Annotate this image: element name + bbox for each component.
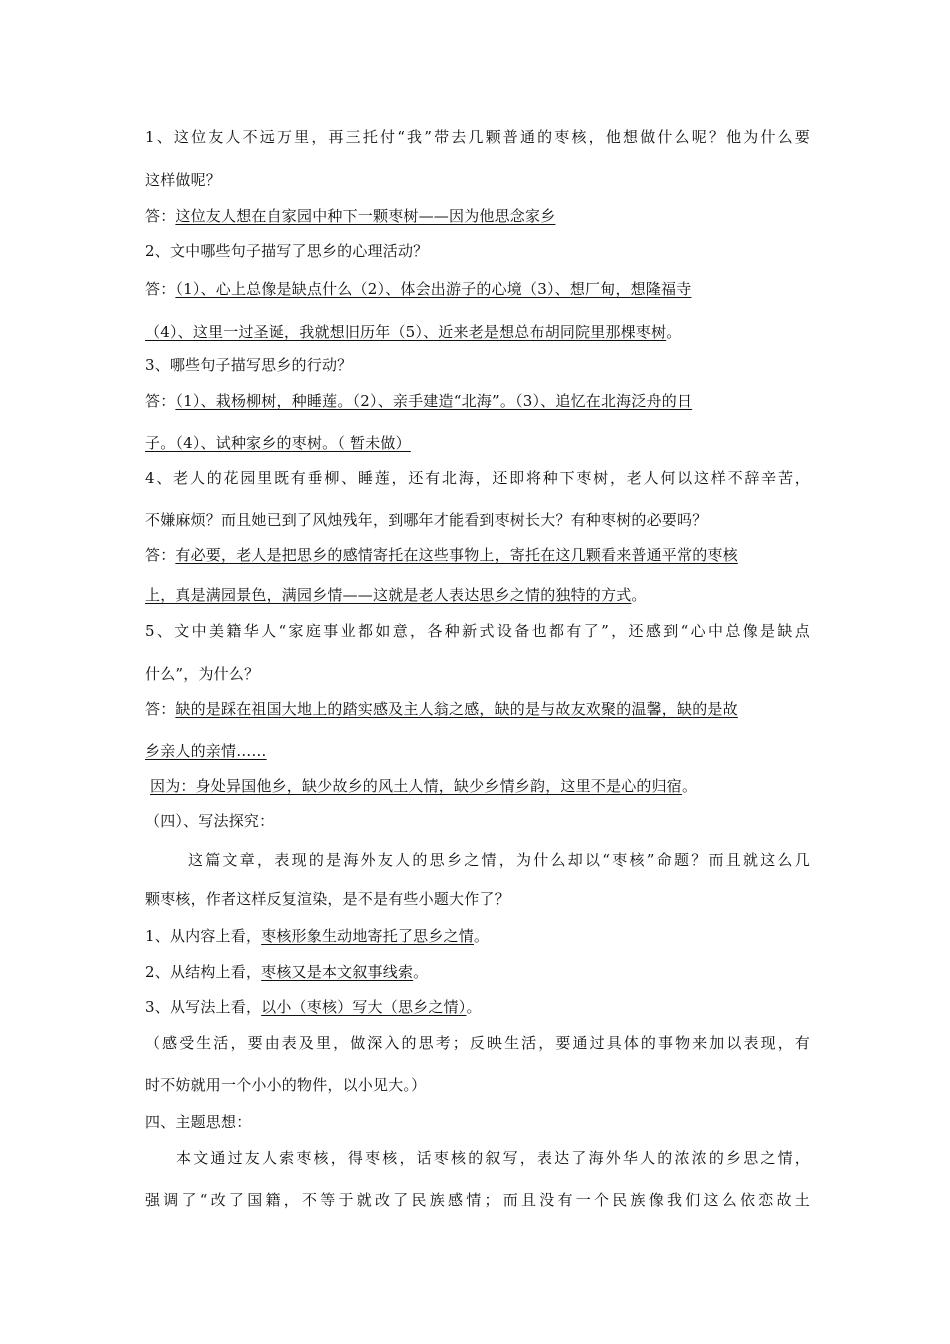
section-heading-theme: 四、主题思想： — [145, 1113, 252, 1131]
q4-answer-text-2: 上，真是满园景色，满园乡情——这就是老人表达思乡之情的独特的方式 — [145, 586, 632, 604]
q4-line-2: 不嫌麻烦？而且她已到了风烛残年，到哪年才能看到枣树长大？有种枣树的必要吗？ — [145, 511, 708, 529]
writing-item-1-text: 枣核形象生动地寄托了思乡之情 — [261, 927, 474, 945]
writing-item-1 — [145, 926, 810, 946]
q1-answer — [145, 206, 810, 226]
section-heading-writing: （四）、写法探究： — [145, 812, 275, 830]
writing-item-2-text: 枣核又是本文叙事线索 — [261, 963, 414, 981]
answer-prefix: 答： — [145, 207, 176, 225]
q5-answer-line-2 — [145, 741, 810, 761]
q2-answer-text-2: （4）、这里一过圣诞，我就想旧历年（5）、近来老是想总布胡同院里那棵枣树 — [145, 323, 667, 341]
item-end: 。 — [413, 963, 429, 981]
q1-line-1: 1、这位友人不远万里，再三托付“我”带去几颗普通的枣核，他想做什么呢？他为什么要 — [145, 128, 810, 146]
writing-note-line-2: 时不妨就用一个小小的物件，以小见大。） — [145, 1076, 427, 1094]
q4-line-1: 4、老人的花园里既有垂柳、睡莲，还有北海，还即将种下枣树，老人何以这样不辞辛苦， — [145, 469, 810, 487]
q4-answer-line-2 — [145, 585, 810, 605]
q3-answer-line-2 — [145, 433, 810, 453]
q2-answer-end: 。 — [666, 323, 682, 341]
item-prefix: 3、从写法上看， — [145, 998, 262, 1016]
item-end: 。 — [466, 998, 482, 1016]
q1-answer-text: 这位友人想在自家园中种下一颗枣树——因为他思念家乡 — [175, 207, 556, 225]
writing-item-2 — [145, 962, 810, 982]
q5-because — [150, 776, 815, 796]
q3-answer-text-1: （1）、栽杨柳树，种睡莲。（2）、亲手建造“北海”。（3）、追忆在北海泛舟的日 — [175, 392, 693, 410]
q5-answer-line-1 — [145, 699, 810, 719]
theme-para-line-2: 强调了“改了国籍，不等于就改了民族感情；而且没有一个民族像我们这么依恋故土 — [145, 1191, 810, 1209]
q2-answer-line-2 — [145, 322, 810, 342]
item-prefix: 1、从内容上看， — [145, 927, 262, 945]
q5-because-text: 因为：身处异国他乡，缺少故乡的风土人情，缺少乡情乡韵，这里不是心的归宿 — [150, 777, 683, 795]
q4-answer-line-1 — [145, 545, 810, 565]
q4-answer-end: 。 — [631, 586, 647, 604]
writing-item-3 — [145, 997, 810, 1017]
q3-answer-line-1 — [145, 391, 810, 411]
answer-prefix: 答： — [145, 280, 176, 298]
q5-answer-text-1: 缺的是踩在祖国大地上的踏实感及主人翁之感，缺的是与故友欢聚的温馨，缺的是故 — [175, 700, 738, 718]
writing-para-line-2: 颗枣核，作者这样反复渲染，是不是有些小题大作了？ — [145, 890, 510, 908]
q2-answer-text-1: （1）、心上总像是缺点什么（2）、体会出游子的心境（3）、想厂甸，想隆福寺 — [175, 280, 692, 298]
writing-note-line-1: （感受生活，要由表及里，做深入的思考；反映生活，要通过具体的事物来加以表现，有 — [145, 1034, 810, 1052]
item-end: 。 — [473, 927, 490, 945]
answer-prefix: 答： — [145, 700, 176, 718]
answer-prefix: 答： — [145, 546, 176, 564]
q2-line-1: 2、文中哪些句子描写了思乡的心理活动？ — [145, 242, 429, 260]
q4-answer-text-1: 有必要，老人是把思乡的感情寄托在这些事物上，寄托在这几颗看来普通平常的枣核 — [175, 546, 738, 564]
q5-answer-text-2: 乡亲人的亲情…… — [145, 742, 267, 760]
writing-item-3-text: 以小（枣核）写大（思乡之情） — [261, 998, 467, 1016]
writing-para-line-1: 这篇文章，表现的是海外友人的思乡之情，为什么却以“枣核”命题？而且就这么几 — [188, 851, 810, 869]
q5-line-2: 什么”，为什么？ — [145, 665, 260, 683]
q2-answer-line-1 — [145, 279, 810, 299]
q5-because-end: 。 — [682, 777, 698, 795]
q5-line-1: 5、文中美籍华人“家庭事业都如意，各种新式设备也都有了”，还感到“心中总像是缺点 — [145, 622, 810, 640]
q1-line-2: 这样做呢？ — [145, 171, 222, 189]
item-prefix: 2、从结构上看， — [145, 963, 262, 981]
q3-answer-text-2: 子。（4）、试种家乡的枣树。（ 暂未做） — [145, 434, 411, 452]
theme-para-line-1: 本文通过友人索枣核，得枣核，话枣核的叙写，表达了海外华人的浓浓的乡思之情， — [176, 1149, 810, 1167]
answer-prefix: 答： — [145, 392, 176, 410]
q3-line-1: 3、哪些句子描写思乡的行动？ — [145, 356, 353, 374]
